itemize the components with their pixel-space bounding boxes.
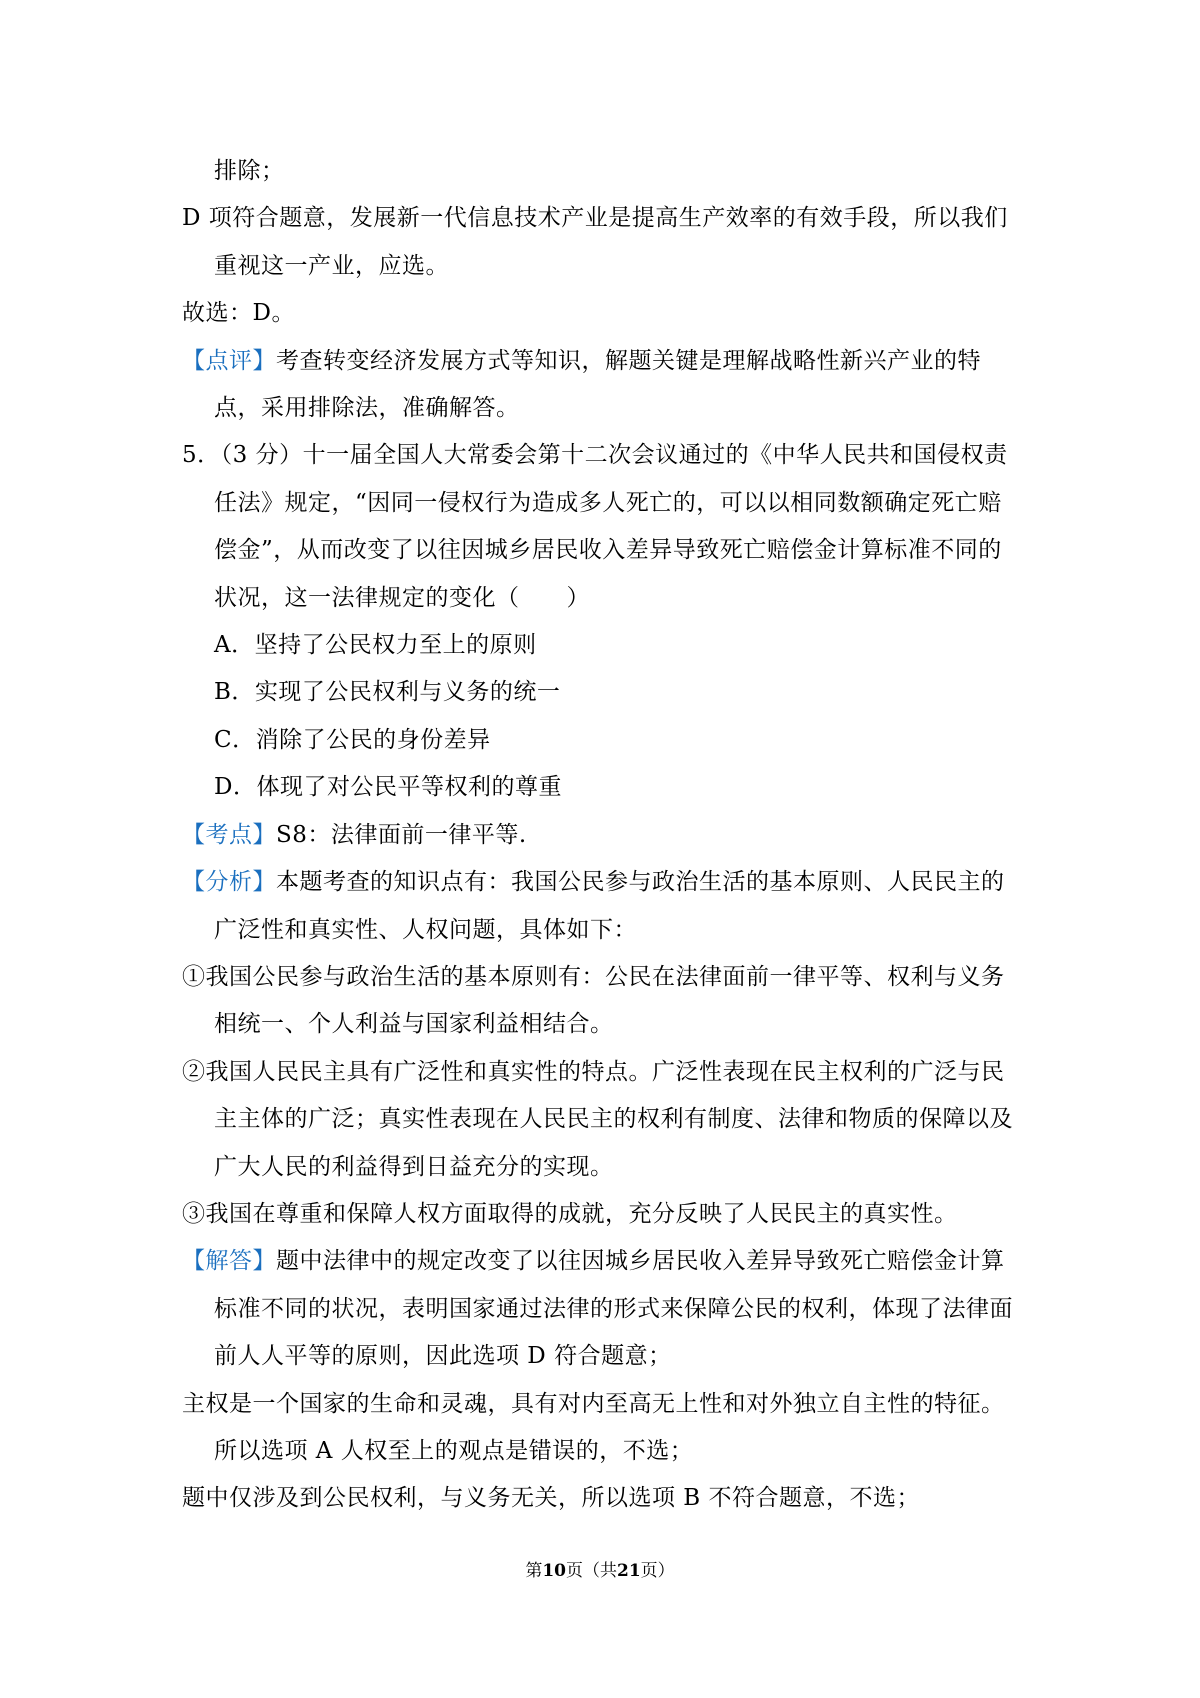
footer-suffix: 页） xyxy=(640,1561,675,1581)
kaodian-text: S8：法律面前一律平等. xyxy=(276,821,527,848)
option-a: A．坚持了公民权力至上的原则 xyxy=(214,632,537,659)
fenxi-tag: 【分析】 xyxy=(182,869,276,896)
answer-line-1: 主权是一个国家的生命和灵魂，具有对内至高无上性和对外独立自主性的特征。所以选项 A 人权至上的观点是错误的，不选； xyxy=(182,1390,1005,1464)
jieda-paragraph xyxy=(182,1238,1022,1380)
jieda-text: 题中法律中的规定改变了以往因城乡居民收入差异导致死亡赔偿金计算标准不同的状况，表明国家通过法律的形式来保障公民的权利，体现了法律面前人人平等的原则，因此选项 D 符合题意； xyxy=(214,1248,1013,1370)
page-footer xyxy=(0,1556,1200,1581)
footer-middle: 页（共 xyxy=(566,1561,617,1581)
option-c: C．消除了公民的身份差异 xyxy=(214,726,491,753)
comment-paragraph xyxy=(182,338,1022,433)
kaodian-paragraph xyxy=(182,812,1022,859)
question-stem: 5．（3 分）十一届全国人大常委会第十二次会议通过的《中华人民共和国侵权责任法》规定，“因同一侵权行为造成多人死亡的，可以以相同数额确定死亡赔偿金”，从而改变了以往因城乡居民收入差异导致死亡赔偿金计算标准不同的状况，这一法律规定的变化（ ） xyxy=(182,442,1008,611)
comment-tag: 【点评】 xyxy=(182,347,276,374)
text-line: 故选：D。 xyxy=(182,300,295,327)
fenxi-paragraph xyxy=(182,859,1022,954)
analysis-point-2: ②我国人民民主具有广泛性和真实性的特点。广泛性表现在民主权利的广泛与民主主体的广泛；真实性表现在人民民主的权利有制度、法律和物质的保障以及广大人民的利益得到日益充分的实现。 xyxy=(182,1058,1013,1180)
fenxi-text: 本题考查的知识点有：我国公民参与政治生活的基本原则、人民民主的广泛性和真实性、人权问题，具体如下： xyxy=(214,869,1005,943)
option-b: B．实现了公民权利与义务的统一 xyxy=(214,679,561,706)
footer-total-pages: 21 xyxy=(617,1561,641,1581)
text-line: D 项符合题意，发展新一代信息技术产业是提高生产效率的有效手段，所以我们重视这一产业，应选。 xyxy=(182,205,1008,279)
kaodian-tag: 【考点】 xyxy=(182,821,276,848)
analysis-point-3: ③我国在尊重和保障人权方面取得的成就，充分反映了人民民主的真实性。 xyxy=(182,1200,958,1227)
analysis-point-1: ①我国公民参与政治生活的基本原则有：公民在法律面前一律平等、权利与义务相统一、个人利益与国家利益相结合。 xyxy=(182,963,1005,1038)
jieda-tag: 【解答】 xyxy=(182,1248,276,1275)
text-line: 排除； xyxy=(214,158,285,184)
option-d: D．体现了对公民平等权利的尊重 xyxy=(214,774,562,801)
footer-prefix: 第 xyxy=(525,1561,543,1581)
page-content xyxy=(182,148,1022,1523)
answer-line-2: 题中仅涉及到公民权利，与义务无关，所以选项 B 不符合题意，不选； xyxy=(182,1485,921,1512)
comment-text: 考查转变经济发展方式等知识，解题关键是理解战略性新兴产业的特点，采用排除法，准确解答。 xyxy=(214,347,981,422)
footer-page-number: 10 xyxy=(542,1561,566,1581)
